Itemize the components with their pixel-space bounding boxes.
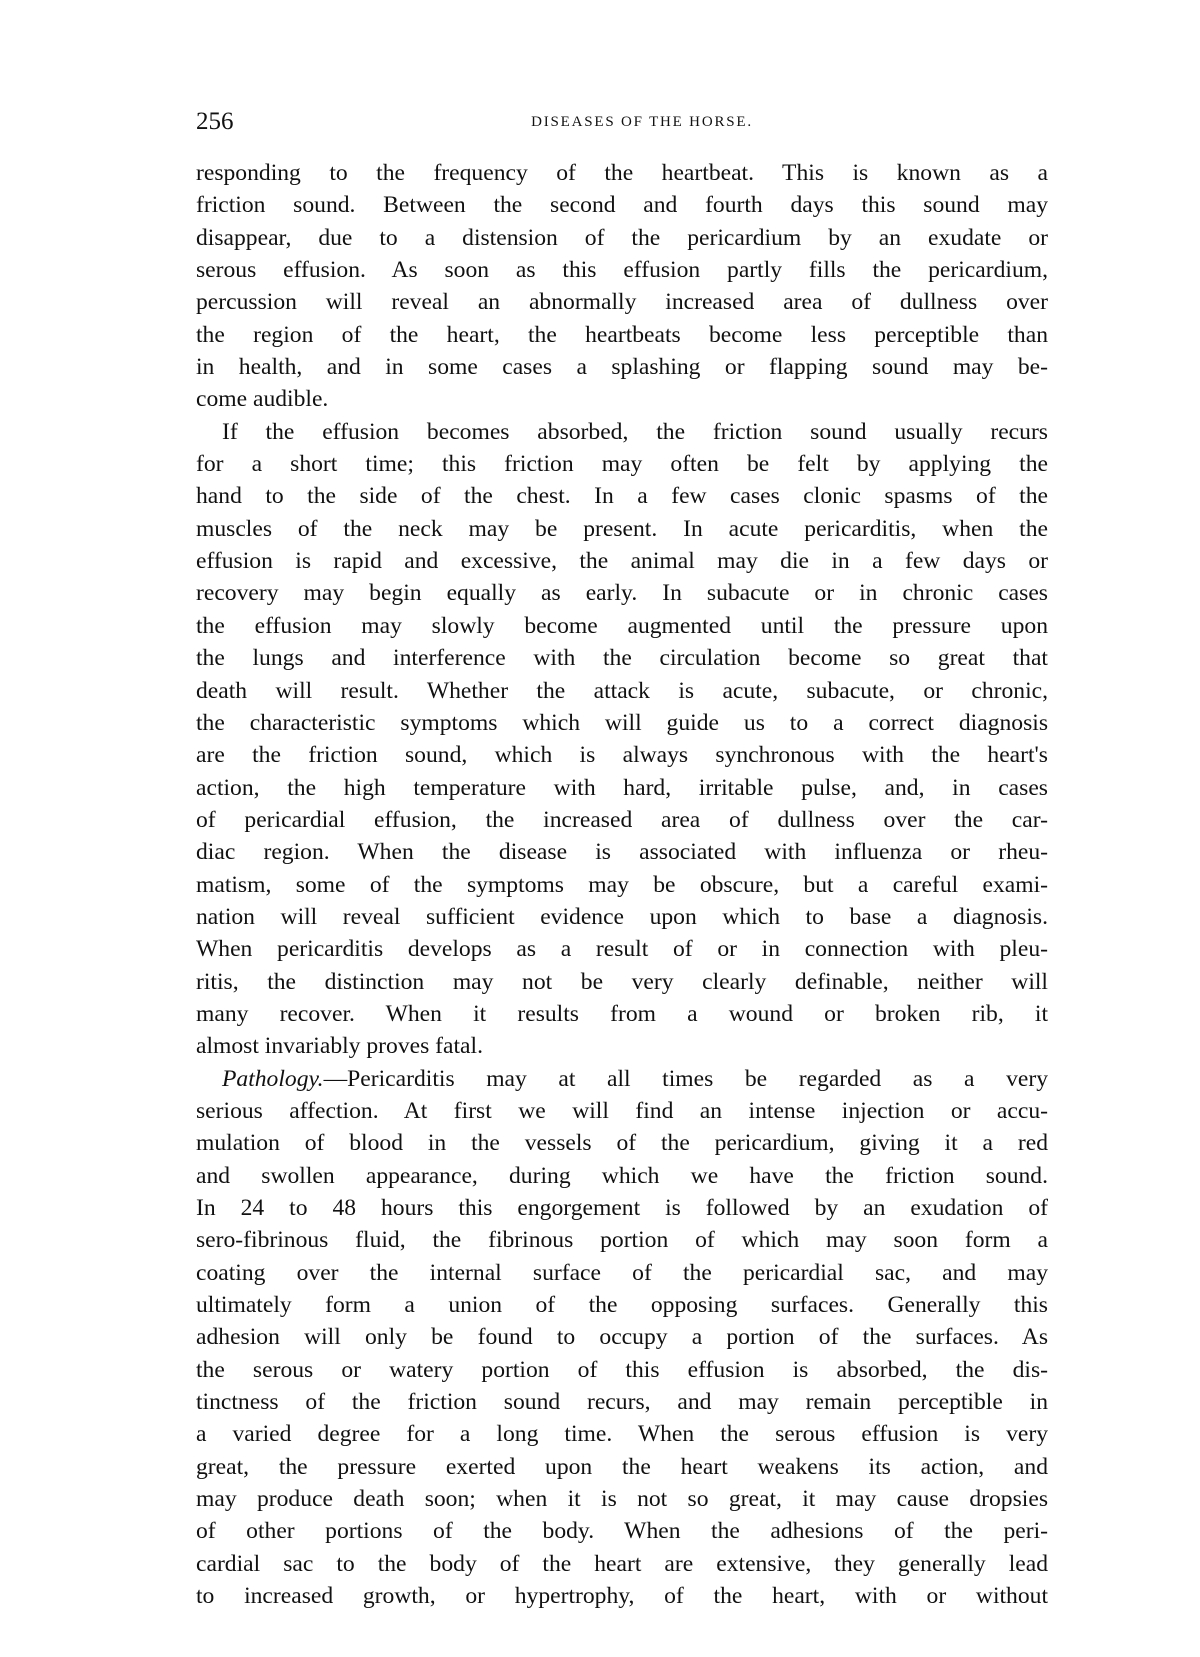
text-line: ultimately form a union of the opposing surfaces. Generally this xyxy=(196,1292,1048,1319)
text-line xyxy=(196,1063,1048,1095)
text-line: for a short time; this friction may often be felt by applying the xyxy=(196,451,1048,478)
text-line: If the effusion becomes absorbed, the friction sound usually recurs xyxy=(222,418,1048,445)
text-line: of other portions of the body. When the adhesions of the peri- xyxy=(196,1518,1048,1545)
text-line: the characteristic symptoms which will guide us to a correct diagnosis xyxy=(196,709,1048,736)
paragraph-effusion xyxy=(196,416,1048,1063)
text-line: disappear, due to a distension of the pericardium by an exudate or xyxy=(196,224,1048,251)
text-line: may produce death soon; when it is not so great, it may cause dropsies xyxy=(196,1486,1048,1513)
text-line: of pericardial effusion, the increased area of dullness over the car- xyxy=(196,806,1048,833)
text-line: coating over the internal surface of the pericardial sac, and may xyxy=(196,1259,1048,1286)
text-line: the lungs and interference with the circulation become so great that xyxy=(196,645,1048,672)
text-line: diac region. When the disease is associated with influenza or rheu- xyxy=(196,839,1048,866)
text-line: friction sound. Between the second and fourth days this sound may xyxy=(196,192,1048,219)
text-line: nation will reveal sufficient evidence upon which to base a diagnosis. xyxy=(196,903,1048,930)
text-line: mulation of blood in the vessels of the pericardium, giving it a red xyxy=(196,1130,1048,1157)
text-line: percussion will reveal an abnormally increased area of dullness over xyxy=(196,289,1048,316)
paragraph-pathology xyxy=(196,1063,1048,1613)
text-line: in health, and in some cases a splashing or flapping sound may be- xyxy=(196,354,1048,381)
text-line: many recover. When it results from a wound or broken rib, it xyxy=(196,1000,1048,1027)
text-line: serous effusion. As soon as this effusion partly fills the pericardium, xyxy=(196,257,1048,284)
text-line: come audible. xyxy=(196,386,329,413)
text-line: hand to the side of the chest. In a few cases clonic spasms of the xyxy=(196,483,1048,510)
text-line: death will result. Whether the attack is acute, subacute, or chronic, xyxy=(196,677,1048,704)
text-line: great, the pressure exerted upon the heart weakens its action, and xyxy=(196,1453,1048,1480)
text-line: In 24 to 48 hours this engorgement is followed by an exudation of xyxy=(196,1195,1048,1221)
text-line: recovery may begin equally as early. In subacute or in chronic cases xyxy=(196,580,1048,607)
text-line: sero-fibrinous fluid, the fibrinous portion of which may soon form a xyxy=(196,1227,1048,1254)
text-line: a varied degree for a long time. When the serous effusion is very xyxy=(196,1421,1048,1448)
text-line: responding to the frequency of the heartbeat. This is known as a xyxy=(196,160,1048,186)
running-head: DISEASES OF THE HORSE. xyxy=(531,114,753,130)
text-line: tinctness of the friction sound recurs, and may remain perceptible in xyxy=(196,1389,1048,1416)
text-line: and swollen appearance, during which we have the friction sound. xyxy=(196,1162,1048,1189)
text-line: matism, some of the symptoms may be obscure, but a careful exami- xyxy=(196,871,1048,898)
text-line: muscles of the neck may be present. In acute pericarditis, when the xyxy=(196,515,1048,542)
page-number: 256 xyxy=(196,108,234,135)
text-line: the serous or watery portion of this effusion is absorbed, the dis- xyxy=(196,1356,1048,1383)
text-line: cardial sac to the body of the heart are extensive, they generally lead xyxy=(196,1550,1048,1577)
paragraph-continuation xyxy=(196,157,1048,416)
text-line: ritis, the distinction may not be very clearly definable, neither will xyxy=(196,968,1048,995)
body-text xyxy=(196,157,1048,1612)
page-header xyxy=(196,104,1048,140)
text-line: are the friction sound, which is always synchronous with the heart's xyxy=(196,742,1048,769)
text-line: effusion is rapid and excessive, the animal may die in a few days or xyxy=(196,548,1048,575)
text-line: When pericarditis develops as a result of or in connection with pleu- xyxy=(196,936,1048,963)
text-line: adhesion will only be found to occupy a portion of the surfaces. As xyxy=(196,1324,1048,1351)
text-line: to increased growth, or hypertrophy, of the heart, with or without xyxy=(196,1583,1048,1610)
text-line: action, the high temperature with hard, irritable pulse, and, in cases xyxy=(196,774,1048,801)
pathology-first-line: —Pericarditis may at all times be regarded as a very xyxy=(323,1065,1048,1092)
text-line: serious affection. At first we will find an intense injection or accu- xyxy=(196,1097,1048,1124)
pathology-heading: Pathology. xyxy=(222,1065,324,1092)
text-line: the effusion may slowly become augmented until the pressure upon xyxy=(196,612,1048,639)
text-line: the region of the heart, the heartbeats become less perceptible than xyxy=(196,321,1048,348)
text-line: almost invariably proves fatal. xyxy=(196,1033,483,1060)
